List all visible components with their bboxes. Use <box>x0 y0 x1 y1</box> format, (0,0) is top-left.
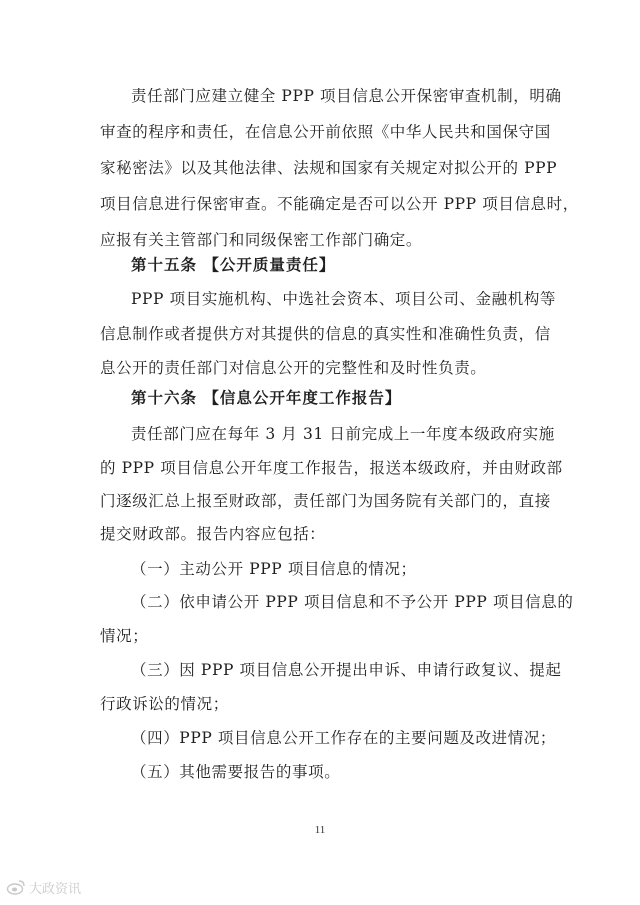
list-item: （一）主动公开 PPP 项目信息的情况； <box>131 560 417 578</box>
paragraph-line: 家秘密法》以及其他法律、法规和国家有关规定对拟公开的 PPP <box>100 159 558 177</box>
article-15-heading: 第十五条 【公开质量责任】 <box>131 256 336 274</box>
paragraph-line: 应报有关主管部门和同级保密工作部门确定。 <box>100 231 423 249</box>
watermark <box>6 876 81 898</box>
paragraph-line: 的 PPP 项目信息公开年度工作报告，报送本级政府，并由财政部 <box>100 459 563 477</box>
article-16-heading: 第十六条 【信息公开年度工作报告】 <box>131 389 402 407</box>
paragraph-line: 审查的程序和责任，在信息公开前依照《中华人民共和国保守国 <box>100 123 551 141</box>
paragraph-line: 提交财政部。报告内容应包括： <box>100 525 326 543</box>
list-item-continuation: 情况； <box>100 627 149 645</box>
list-item: （五）其他需要报告的事项。 <box>131 763 341 781</box>
list-item: （二）依申请公开 PPP 项目信息和不予公开 PPP 项目信息的 <box>131 593 574 611</box>
paragraph-line: 责任部门应在每年 3 月 31 日前完成上一年度本级政府实施 <box>131 425 555 443</box>
paragraph-line: 息公开的责任部门对信息公开的完整性和及时性负责。 <box>100 359 487 377</box>
weibo-logo-icon <box>6 879 26 895</box>
watermark-text: 大政资讯 <box>29 881 82 897</box>
list-item-continuation: 行政诉讼的情况； <box>100 695 229 713</box>
page-number: 11 <box>314 824 326 836</box>
list-item: （三）因 PPP 项目信息公开提出申诉、申请行政复议、提起 <box>131 661 562 679</box>
paragraph-line: 责任部门应建立健全 PPP 项目信息公开保密审查机制，明确 <box>131 87 562 105</box>
paragraph-line: 项目信息进行保密审查。不能确定是否可以公开 PPP 项目信息时， <box>100 195 579 213</box>
paragraph-line: PPP 项目实施机构、中选社会资本、项目公司、金融机构等 <box>131 290 557 308</box>
paragraph-line: 信息制作或者提供方对其提供的信息的真实性和准确性负责，信 <box>100 325 551 343</box>
list-item: （四）PPP 项目信息公开工作存在的主要问题及改进情况； <box>131 729 557 747</box>
paragraph-line: 门逐级汇总上报至财政部，责任部门为国务院有关部门的，直接 <box>100 492 551 510</box>
